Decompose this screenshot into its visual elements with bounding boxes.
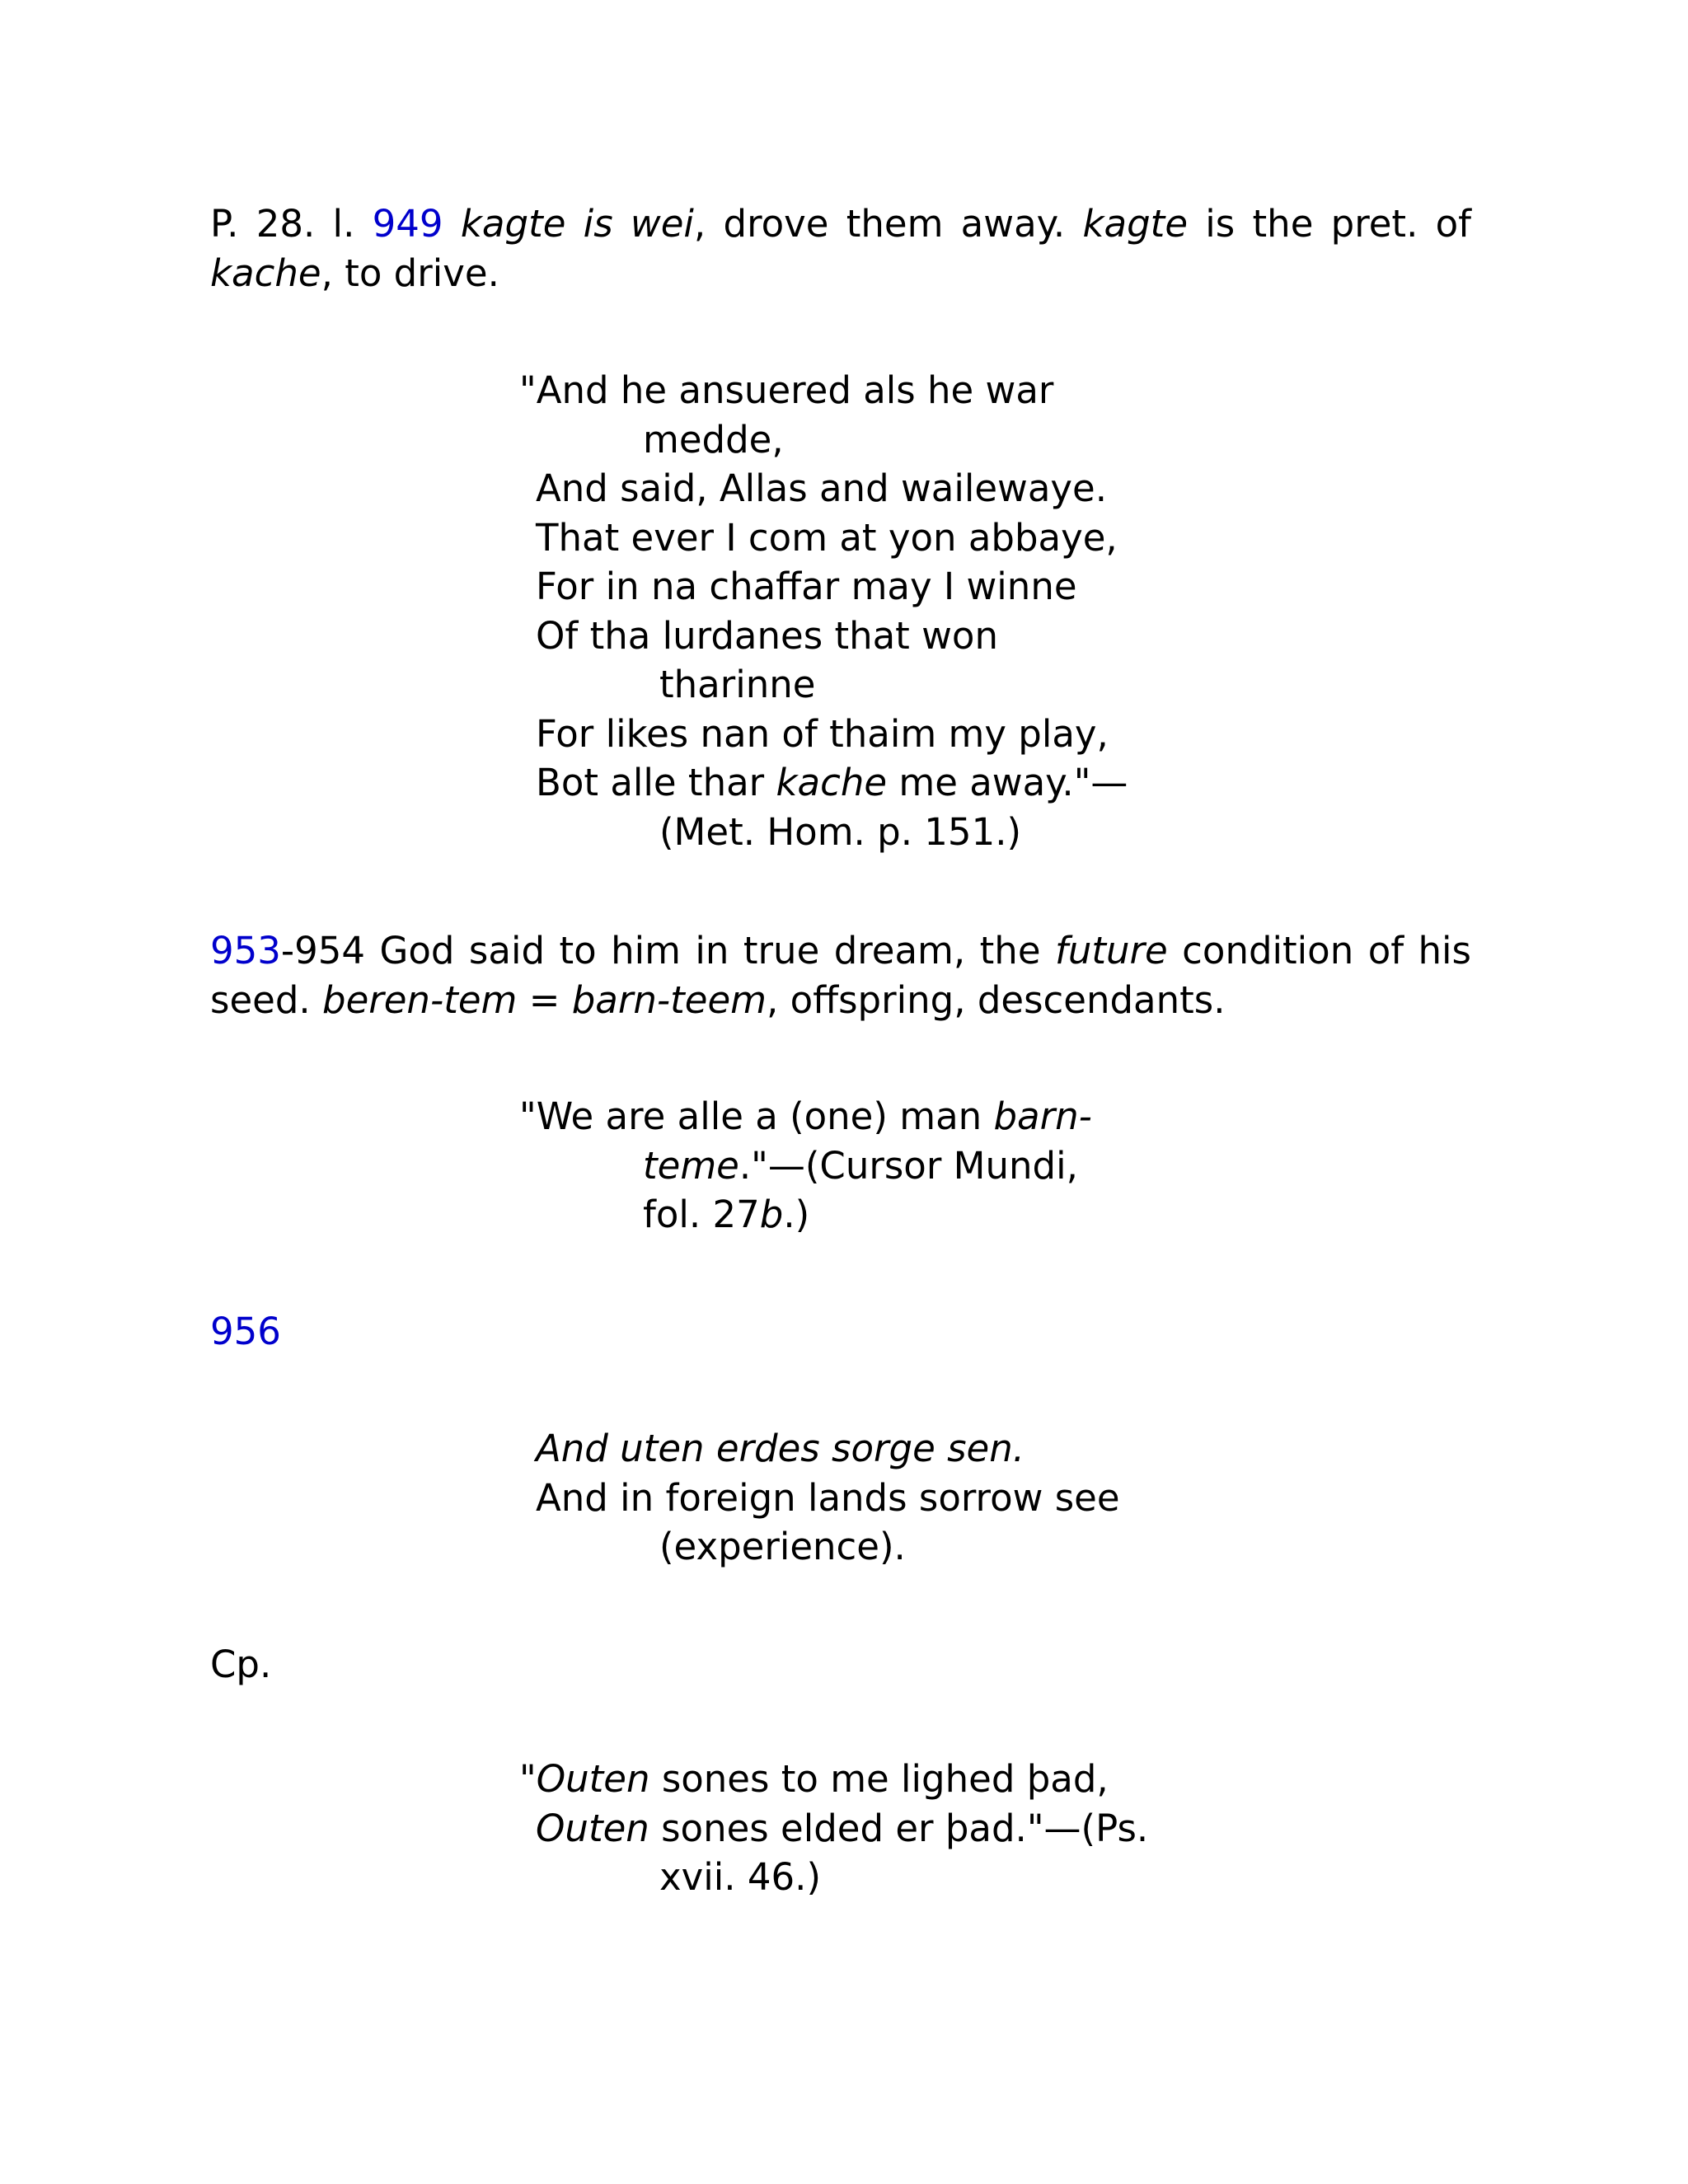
equals-sign: = (528, 978, 560, 1022)
verse-citation (519, 1190, 1092, 1240)
verse-text: Bot alle thar (536, 761, 765, 804)
term-italic: barn-teem (571, 978, 767, 1022)
verse-line: Of tha lurdanes that won (536, 613, 998, 658)
verse-italic: And uten erdes sorge sen. (536, 1427, 1025, 1470)
term-gloss: , offspring, descendants. (766, 978, 1226, 1022)
verse-italic: barn- (993, 1094, 1092, 1138)
verse-italic: Outen (536, 1806, 649, 1850)
verse-line (519, 1141, 1092, 1191)
verse-quote-956 (519, 1424, 1120, 1572)
note-text: -954 God said to him in true dream, the (280, 929, 1041, 972)
line-ref-953-link[interactable]: 953 (210, 929, 281, 972)
verse-line (519, 1755, 1148, 1804)
verse-text: ."—(Cursor Mundi, (738, 1143, 1078, 1188)
verse-text: sones to me lighed þad, (661, 1757, 1109, 1801)
phrase-italic: kagte is wei (460, 202, 694, 246)
verse-text: "We are alle a (one) man (519, 1094, 982, 1138)
note-prefix: P. 28. l. (210, 202, 355, 246)
note-953-paragraph (210, 926, 1471, 1025)
verb-gloss: , to drive. (321, 251, 499, 295)
term-italic: kagte (1082, 202, 1188, 246)
verb-italic: kache (210, 251, 321, 295)
verse-quote-psalms (519, 1755, 1148, 1902)
verse-line: For likes nan of thaim my play, (536, 711, 1109, 756)
line-ref-949-link[interactable]: 949 (372, 202, 443, 246)
verse-italic: teme (643, 1143, 739, 1188)
verse-text: fol. 27 (643, 1193, 760, 1236)
term-italic: beren-tem (322, 978, 518, 1022)
verse-text: sones elded er þad."—(Ps. (661, 1806, 1149, 1850)
note-text: condition of his seed. (210, 929, 1471, 1022)
verse-text: " (519, 1757, 537, 1801)
verse-italic: b (759, 1193, 784, 1236)
note-956-paragraph (210, 1307, 1471, 1357)
italic-word: future (1054, 929, 1168, 972)
verse-italic: Outen (536, 1757, 650, 1801)
verse-line: (experience). (659, 1525, 906, 1568)
verse-line: And said, Allas and wailewaye. (536, 466, 1108, 510)
verse-line (519, 1424, 1120, 1474)
verse-line (519, 758, 1128, 808)
verse-line: tharinne (659, 663, 816, 706)
verse-quote-cursor-mundi (519, 1092, 1092, 1240)
verse-citation: xvii. 46.) (659, 1855, 821, 1899)
verse-line (519, 1804, 1148, 1854)
phrase-gloss: , drove them away. (693, 202, 1066, 246)
note-949-paragraph (210, 199, 1471, 298)
verse-line: For in na chaffar may I winne (536, 565, 1077, 608)
verse-line: "And he ansuered als he war (519, 368, 1054, 412)
verse-quote-met-hom (519, 366, 1128, 856)
line-ref-956-link[interactable]: 956 (210, 1310, 281, 1353)
verse-line: medde, (643, 417, 784, 462)
verse-line: And in foreign lands sorrow see (536, 1475, 1120, 1520)
term-explanation: is the pret. of (1205, 202, 1472, 246)
verse-italic: kache (776, 761, 888, 804)
verse-line: That ever I com at yon abbaye, (536, 515, 1118, 560)
verse-text: me away."— (898, 761, 1128, 804)
verse-line (519, 1092, 1092, 1141)
cp-paragraph (210, 1640, 1471, 1690)
verse-text: .) (783, 1193, 810, 1236)
verse-citation: (Met. Hom. p. 151.) (659, 809, 1022, 854)
cp-label: Cp. (210, 1643, 272, 1686)
